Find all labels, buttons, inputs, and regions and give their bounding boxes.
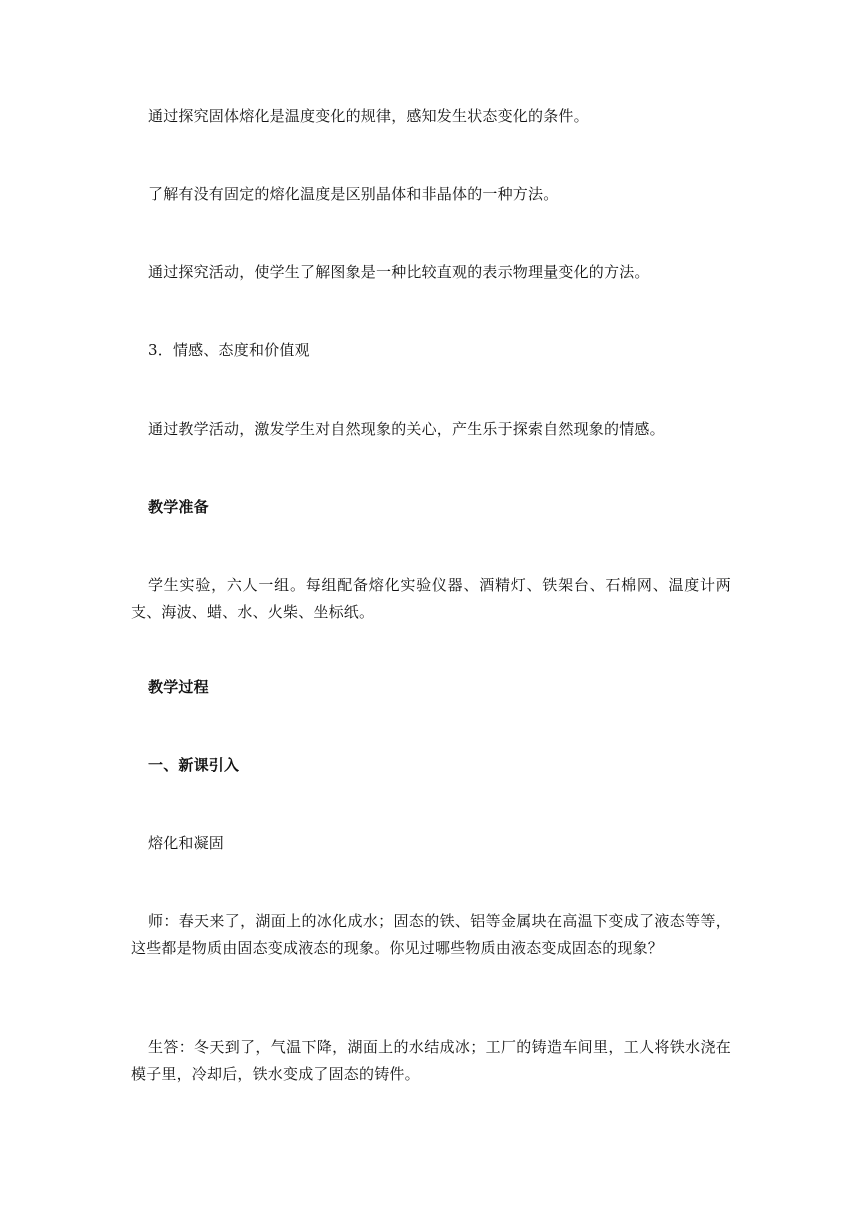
section-heading-emotion-values: 3．情感、态度和价值观: [148, 341, 310, 359]
paragraph-melting-law: 通过探究固体熔化是温度变化的规律，感知发生状态变化的条件。: [148, 107, 589, 125]
heading-teaching-preparation: 教学准备: [148, 498, 209, 516]
paragraph-emotion-goal: 通过教学活动，激发学生对自然现象的关心，产生乐于探索自然现象的情感。: [148, 420, 665, 438]
subheading-melting-solidifying: 熔化和凝固: [148, 834, 225, 852]
paragraph-student-answer: 生答：冬天到了，气温下降，湖面上的水结成冰；工厂的铸造车间里，工人将铁水浇在模子里，冷却后，铁水变成了固态的铸件。: [131, 1038, 731, 1083]
paragraph-crystal-distinction: 了解有没有固定的熔化温度是区别晶体和非晶体的一种方法。: [148, 185, 559, 203]
heading-teaching-process: 教学过程: [148, 678, 209, 696]
paragraph-teacher-question: 师：春天来了，湖面上的冰化成水；固态的铁、铝等金属块在高温下变成了液态等等，这些都是物质由固态变成液态的现象。你见过哪些物质由液态变成固态的现象？: [131, 912, 731, 957]
paragraph-graph-method: 通过探究活动，使学生了解图象是一种比较直观的表示物理量变化的方法。: [148, 263, 650, 281]
heading-new-lesson-intro: 一、新课引入: [148, 756, 240, 774]
paragraph-preparation-details: 学生实验，六人一组。每组配备熔化实验仪器、酒精灯、铁架台、石棉网、温度计两支、海波、蜡、水、火柴、坐标纸。: [131, 576, 731, 621]
